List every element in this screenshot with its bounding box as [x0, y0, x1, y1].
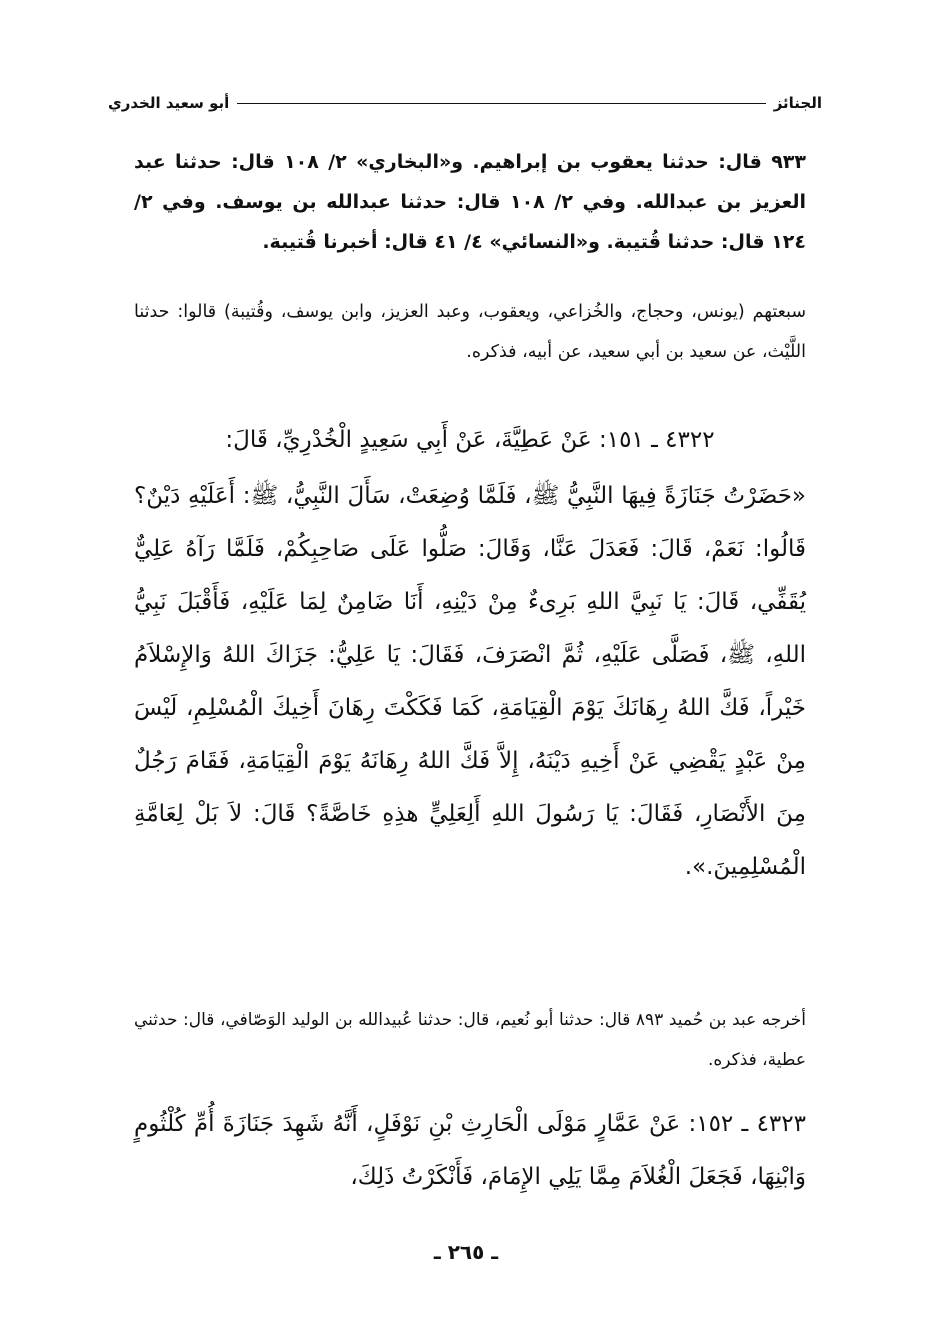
header-rule	[237, 103, 765, 104]
hadith-151-body: «حَضَرْتُ جَنَازَةً فِيهَا النَّبِيُّ ﷺ، فَلَمَّا وُضِعَتْ، سَأَلَ النَّبِيُّ، ﷺ: أَعَلَيْهِ دَيْنٌ؟ قَالُوا: نَعَمْ، قَالَ: فَعَدَلَ عَنَّا، وَقَالَ: صَلُّوا عَلَى صَاحِبِكُمْ، فَلَمَّا رَآهُ عَلِيٌّ يُقَفِّي، قَالَ: يَا نَبِيَّ اللهِ بَرِىءٌ مِنْ دَيْنِهِ، أَنَا ضَامِنٌ لِمَا عَلَيْهِ، فَأَقْبَلَ نَبِيُّ اللهِ، ﷺ، فَصَلَّى عَلَيْهِ، ثُمَّ انْصَرَفَ، فَقَالَ: يَا عَلِيُّ: جَزَاكَ اللهُ وَالإِسْلاَمُ خَيْراً، فَكَّ اللهُ رِهَانَكَ يَوْمَ الْقِيَامَةِ، كَمَا فَكَكْتَ رِهَانَ أَخِيكَ الْمُسْلِمِ، لَيْسَ مِنْ عَبْدٍ يَقْضِي عَنْ أَخِيهِ دَيْنَهُ، إِلاَّ فَكَّ اللهُ رِهَانَهُ يَوْمَ الْقِيَامَةِ، فَقَامَ رَجُلٌ مِنَ الأَنْصَارِ، فَقَالَ: يَا رَسُولَ اللهِ أَلِعَلِيٍّ هذِهِ خَاصَّةً؟ قَالَ: لاَ بَلْ لِعَامَّةِ الْمُسْلِمِينَ.».	[134, 483, 806, 880]
takhrij-note: أخرجه عبد بن حُميد ٨٩٣ قال: حدثنا أبو نُعيم، قال: حدثنا عُبيدالله بن الوليد الوَصّافي، قال: حدثني عطية، فذكره.	[134, 1010, 807, 1070]
running-header-section: أبو سعيد الخدري	[108, 94, 230, 112]
hadith-152-text: ٤٣٢٣ ـ ١٥٢: عَنْ عَمَّارٍ مَوْلَى الْحَارِثِ بْنِ نَوْفَلٍ، أَنَّهُ شَهِدَ جَنَازَةَ أُمِّ كُلْثُومٍ وَابْنِهَا، فَجَعَلَ الْغُلاَمَ مِمَّا يَلِي الإِمَامَ، فَأَنْكَرْتُ ذَلِكَ،	[134, 1111, 806, 1190]
source-note: ٩٣٣ قال: حدثنا يعقوب بن إبراهيم. و«البخاري» ٢/ ١٠٨ قال: حدثنا عبد العزيز بن عبدالله. وفي ٢/ ١٠٨ قال: حدثنا عبدالله بن يوسف. وفي ٢/ ١٢٤ قال: حدثنا قُتيبة. و«النسائي» ٤/ ٤١ قال: أخبرنا قُتيبة.	[134, 151, 806, 253]
page-number: ـ ٢٦٥ ـ	[433, 1240, 499, 1264]
running-header-chapter: الجنائز	[773, 94, 822, 112]
isnad-note: سبعتهم (يونس، وحجاج، والخُزاعي، ويعقوب، وعبد العزيز، وابن يوسف، وقُتيبة) قالوا: حدثنا اللَّيْث، عن سعيد بن أبي سعيد، عن أبيه، فذكره.	[134, 302, 806, 362]
hadith-151-heading: ٤٣٢٢ ـ ١٥١: عَنْ عَطِيَّةَ، عَنْ أَبِي سَعِيدٍ الْخُدْرِيِّ، قَالَ:	[225, 427, 715, 453]
running-header	[108, 88, 822, 118]
